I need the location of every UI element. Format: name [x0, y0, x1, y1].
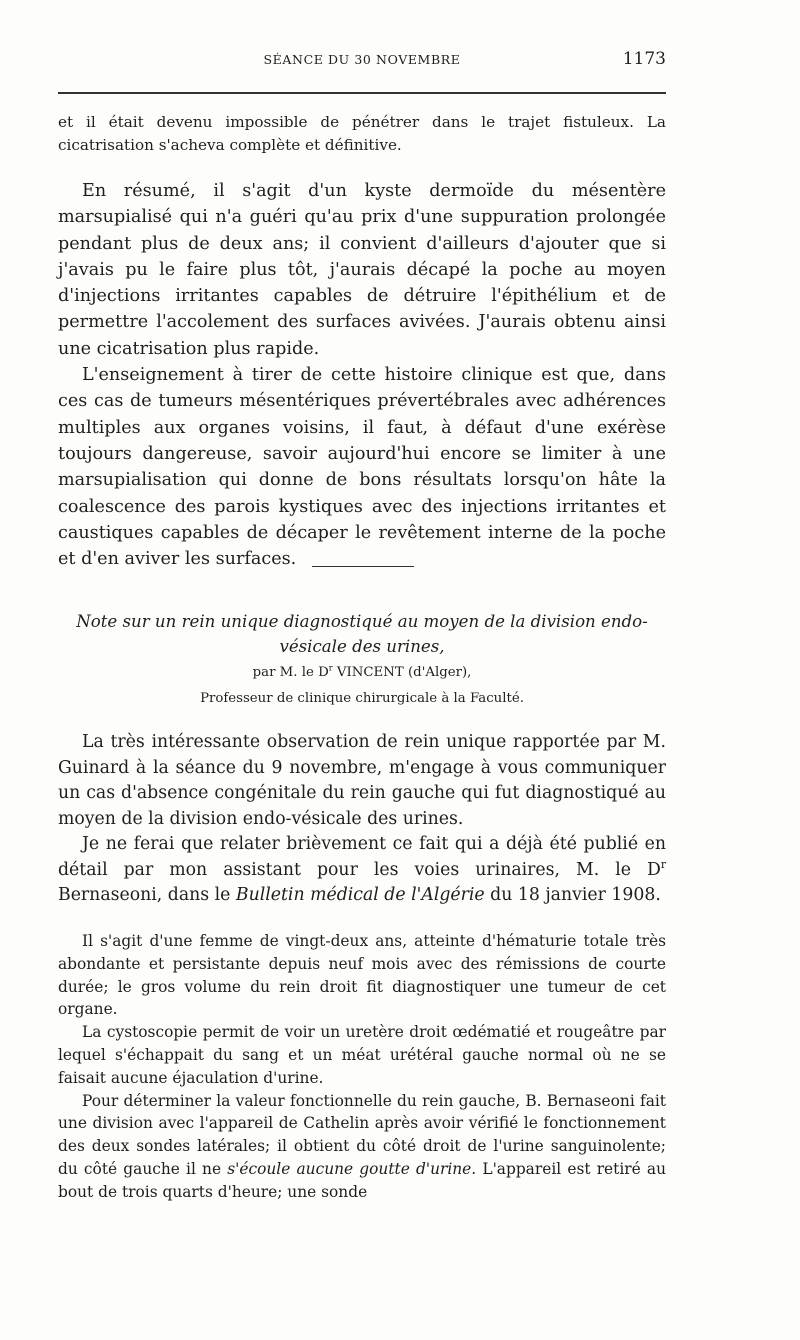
note-author [58, 662, 666, 684]
case-p3-a: Pour déterminer la valeur fonctionnelle du rein gauche, B. Bernaseoni fait une division avec l'appareil de Cathelin après avoir vérifié le fonctionnement des deux sondes latérales; il obtient du côté droit de l'urine sanguinolente; du côté gauche il ne [58, 1091, 666, 1178]
case-paragraph-1: Il s'agit d'une femme de vingt-deux ans, atteinte d'hématurie totale très abondante et persistante depuis neuf mois avec des rémissions de courte durée; le gros volume du rein droit fit diagnostiquer une tumeur de cet organe. [58, 932, 666, 1019]
intro-paragraph-2 [58, 832, 666, 909]
header-rule [58, 92, 666, 94]
intro-p2-a: Je ne ferai que relater brièvement ce fait qui a déjà été publié en détail par mon assistant pour les voies urinaires, M. le D [58, 834, 666, 880]
intro-block [58, 730, 666, 909]
running-head-title: SÉANCE DU 30 NOVEMBRE [263, 52, 461, 67]
page-number: 1173 [622, 49, 666, 69]
case-paragraph-3 [58, 1090, 666, 1204]
running-head [58, 49, 666, 74]
continuation-block [58, 111, 666, 157]
author-title: Professeur de clinique chirurgicale à la Faculté. [200, 691, 524, 706]
author-prefix: par M. le D [252, 665, 329, 680]
summary-block [58, 178, 666, 572]
case-paragraph-2: La cystoscopie permit de voir un uretère droit œdématié et rougeâtre par lequel s'échappait du sang et un méat urétéral gauche normal où ne se faisait aucune éjaculation d'urine. [58, 1023, 666, 1087]
case-p3-b: L'appareil est retiré au bout de trois quarts d'heure; une sonde [58, 1159, 666, 1201]
note-title: Note sur un rein unique diagnostiqué au moyen de la division endo-vésicale des urines, [76, 612, 648, 656]
intro-p2-b: Bernaseoni, dans le [58, 885, 236, 905]
section-separator [312, 566, 414, 567]
summary-paragraph-2: L'enseignement à tirer de cette histoire clinique est que, dans ces cas de tumeurs mésentériques prévertébrales avec adhérences multiples aux organes voisins, il faut, à défaut d'une exérèse toujours dangereuse, savoir aujourd'hui encore se limiter à une marsupialisation qui donne de bons résultats lorsqu'on hâte la coalescence des parois kystiques avec des injections irritantes et caustiques capables de décaper le revêtement interne de la poche et d'en aviver les surfaces. [58, 365, 666, 570]
author-name: VINCENT (d'Alger), [332, 665, 472, 680]
author-sup: r [328, 662, 333, 673]
intro-paragraph-1: La très intéressante observation de rein unique rapportée par M. Guinard à la séance du 9 novembre, m'engage à vous communiquer un cas d'absence congénitale du rein gauche qui fut diagnostiqué au moyen de la division endo-vésicale des urines. [58, 732, 666, 829]
journal-title: Bulletin médical de l'Algérie [235, 885, 485, 905]
intro-p2-c: du 18 janvier 1908. [484, 885, 661, 905]
case-p3-italic: s'écoule aucune goutte d'urine. [227, 1159, 477, 1178]
intro-p2-sup: r [660, 857, 666, 871]
continuation-paragraph: et il était devenu impossible de pénétrer dans le trajet fistuleux. La cicatrisation s'acheva complète et définitive. [58, 113, 666, 154]
case-block [58, 930, 666, 1204]
summary-paragraph-1: En résumé, il s'agit d'un kyste dermoïde du mésentère marsupialisé qui n'a guéri qu'au prix d'une suppuration prolongée pendant plus de deux ans; il convient d'ailleurs d'ajouter que si j'avais pu le faire plus tôt, j'aurais décapé la poche au moyen d'injections irritantes capables de détruire l'épithélium et de permettre l'accolement des surfaces avivées. J'aurais obtenu ainsi une cicatrisation plus rapide. [58, 181, 666, 359]
